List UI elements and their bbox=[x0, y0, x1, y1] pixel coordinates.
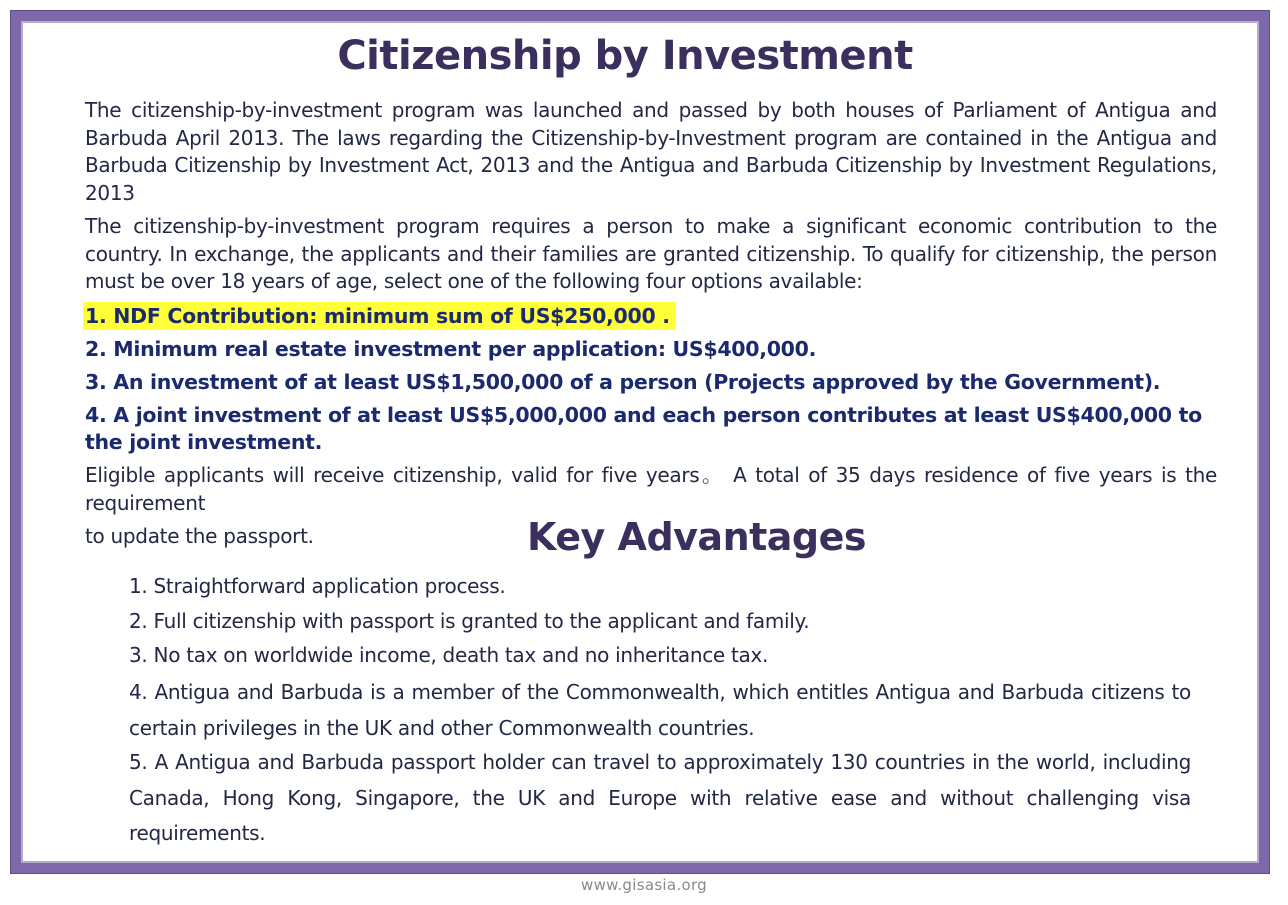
website-footer: www.gisasia.org bbox=[581, 876, 707, 894]
key-advantages-heading: Key Advantages bbox=[527, 515, 867, 559]
advantage-item-2: 2. Full citizenship with passport is granted to the applicant and family. bbox=[129, 609, 810, 633]
advantage-item-5: 5. A Antigua and Barbuda passport holder can travel to approximately 130 countries in the world, including Canada, Hong Kong, Singapore, the UK and Europe with relative ease and without challenging visa requirements. bbox=[129, 750, 1191, 845]
eligibility-paragraph: Eligible applicants will receive citizenship, valid for five years。 A total of 35 days residence of five years is the requirement bbox=[85, 463, 1217, 515]
advantage-item-1: 1. Straightforward application process. bbox=[129, 574, 506, 598]
intro-paragraph-2: The citizenship-by-investment program requires a person to make a significant economic contribution to the country. In exchange, the applicants and their families are granted citizenship. To qualify for citizenship, the person must be over 18 years of age, select one of the following four options available: bbox=[85, 214, 1217, 293]
intro-paragraph-1: The citizenship-by-investment program was launched and passed by both houses of Parliament of Antigua and Barbuda April 2013. The laws regarding the Citizenship-by-Investment program are contained in the Antigua and Barbuda Citizenship by Investment Act, 2013 and the Antigua and Barbuda Citizenship by Investment Regulations, 2013 bbox=[85, 98, 1217, 205]
highlighted-option: 1. NDF Contribution: minimum sum of US$250,000 . bbox=[83, 302, 676, 330]
option-4: 4. A joint investment of at least US$5,000,000 and each person contributes at least US$400,000 to the joint investment. bbox=[85, 403, 1202, 454]
advantage-item-3: 3. No tax on worldwide income, death tax and no inheritance tax. bbox=[129, 643, 769, 667]
option-2: 2. Minimum real estate investment per application: US$400,000. bbox=[85, 337, 817, 361]
document-frame bbox=[11, 11, 1269, 873]
advantage-item-4: 4. Antigua and Barbuda is a member of the Commonwealth, which entitles Antigua and Barbuda citizens to certain privileges in the UK and other Commonwealth countries. bbox=[129, 680, 1191, 740]
option-3: 3. An investment of at least US$1,500,000 of a person (Projects approved by the Government). bbox=[85, 370, 1161, 394]
option-1 bbox=[85, 303, 1217, 330]
page-title: Citizenship by Investment bbox=[337, 33, 913, 79]
eligibility-continuation: to update the passport. bbox=[85, 524, 314, 548]
